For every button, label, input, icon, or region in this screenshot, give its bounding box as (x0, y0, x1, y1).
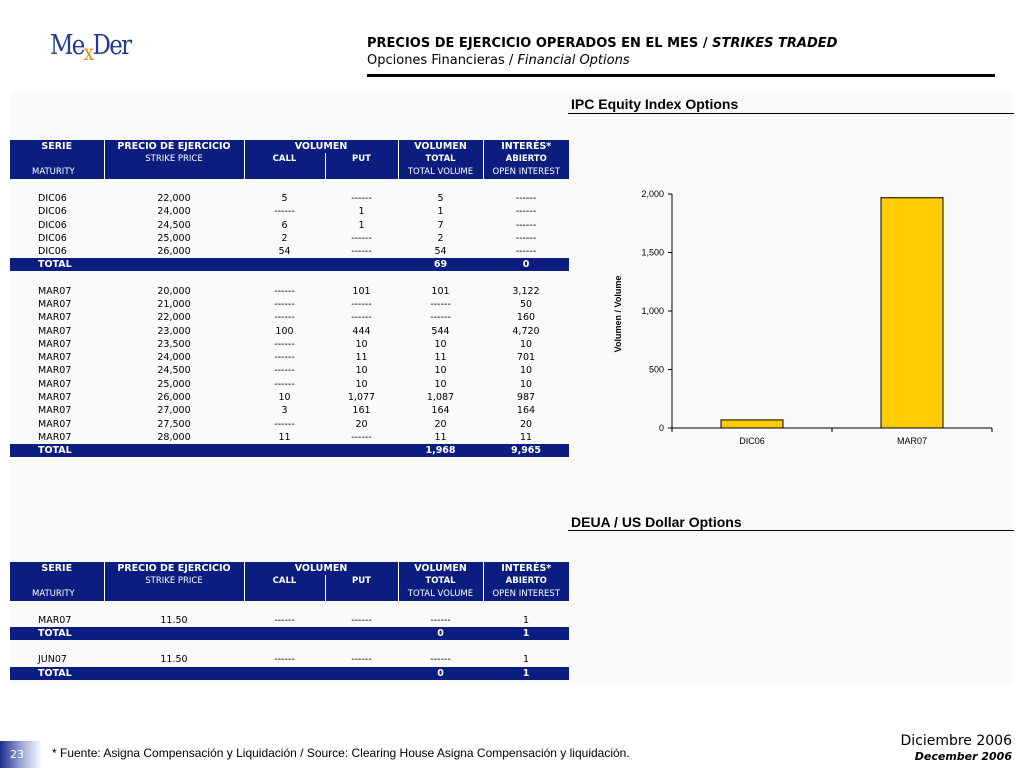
table-row (10, 364, 569, 377)
table-row (10, 311, 569, 324)
col-total-volume: TOTAL VOLUME (398, 166, 483, 179)
table-cell: ------ (430, 654, 451, 666)
chart-y-axis-label: Volumen / Volume (613, 275, 623, 353)
page-subtitle: Opciones Financieras / Financial Options (367, 53, 630, 68)
y-tick-label: 500 (648, 364, 664, 375)
table-cell: 10 (434, 378, 447, 390)
table-cell: ------ (515, 246, 537, 258)
table-cell: JUN07 (38, 654, 67, 666)
table-cell: DIC06 (38, 233, 67, 245)
col-call: CALL (244, 153, 325, 166)
table-row (10, 378, 569, 391)
table-cell: 11 (355, 352, 368, 364)
table-cell: 10 (434, 338, 447, 350)
table-cell: 25,000 (157, 378, 191, 390)
table-cell: ------ (274, 654, 295, 666)
col-interes: INTERÉS* (483, 140, 569, 153)
table-cell: 10 (519, 338, 533, 350)
table-cell: 6 (281, 219, 288, 231)
table-cell: 100 (275, 325, 294, 337)
table-cell: MAR07 (38, 431, 72, 443)
table-cell: ------ (515, 193, 537, 205)
table-cell: 11 (278, 431, 291, 443)
total-volume: 0 (398, 627, 483, 640)
table-cell: DIC06 (38, 219, 67, 231)
table-cell: 101 (431, 285, 450, 297)
table-cell: ------ (274, 378, 295, 390)
table-cell: 1 (358, 206, 365, 218)
table-cell: 1,087 (426, 392, 455, 403)
table-cell: ------ (430, 615, 451, 627)
col-abierto: ABIERTO (483, 153, 569, 166)
table-cell: 544 (431, 325, 450, 337)
table-cell: 54 (278, 246, 291, 258)
col-put: PUT (325, 153, 398, 166)
table-cell: 987 (516, 392, 536, 403)
y-tick-label: 1,000 (641, 306, 664, 316)
table-cell: 20 (355, 418, 368, 430)
table-cell: 23,000 (157, 325, 191, 337)
col-call: CALL (244, 575, 325, 588)
table-cell: 11 (519, 431, 533, 443)
table-cell: 22,000 (157, 312, 191, 324)
table-cell: 1 (522, 615, 530, 627)
col-precio: PRECIO DE EJERCICIO (104, 140, 244, 153)
table-cell: MAR07 (38, 392, 72, 403)
table-cell: 21,000 (157, 298, 191, 310)
col-open-interest: OPEN INTEREST (483, 166, 569, 179)
col-total-volume: TOTAL VOLUME (398, 588, 483, 601)
table-cell: ------ (351, 654, 372, 666)
table-cell: 11.50 (160, 654, 188, 666)
table-cell: ------ (515, 206, 537, 218)
table-cell: 11 (434, 431, 447, 443)
table-cell: 10 (519, 365, 533, 377)
source-note: * Fuente: Asigna Compensación y Liquidación / Source: Clearing House Asigna Compensación y liquidación. (52, 746, 630, 760)
table-cell: ------ (274, 418, 295, 430)
header-divider (367, 74, 995, 77)
table-cell: 1,077 (347, 392, 376, 403)
x-tick-label: MAR07 (896, 436, 928, 446)
total-label: TOTAL (10, 258, 104, 271)
deua-strikes-table (10, 562, 569, 680)
table-cell: 11.50 (160, 615, 188, 627)
table-cell: 444 (352, 325, 371, 337)
table-row (10, 614, 569, 627)
table-cell: MAR07 (38, 325, 72, 337)
table-cell: 164 (516, 405, 536, 417)
col-volumen-total: VOLUMEN (398, 140, 483, 153)
table-row (10, 192, 569, 205)
table-cell: MAR07 (38, 312, 72, 324)
table-row (10, 351, 569, 364)
table-cell: 3,122 (512, 285, 540, 297)
total-label: TOTAL (10, 627, 104, 640)
total-row (10, 627, 569, 640)
col-precio: PRECIO DE EJERCICIO (104, 562, 244, 575)
col-strike: STRIKE PRICE (104, 575, 244, 588)
table-cell: ------ (274, 365, 295, 377)
table-row (10, 431, 569, 444)
table-cell: 1 (437, 206, 444, 218)
table-cell: ------ (351, 431, 372, 443)
table-cell: 54 (434, 246, 447, 258)
total-volume: 1,968 (398, 444, 483, 457)
table-cell: ------ (351, 233, 372, 245)
table-row (10, 653, 569, 666)
ipc-section-divider (568, 113, 1014, 114)
table-cell: DIC06 (38, 246, 67, 258)
total-row (10, 258, 569, 271)
table-cell: 5 (437, 193, 444, 205)
total-volume: 0 (398, 667, 483, 680)
mexder-logo: $Me_xDer$ (50, 30, 131, 66)
table-cell: 26,000 (157, 246, 191, 258)
x-tick-label: DIC06 (739, 436, 765, 446)
table-cell: 164 (431, 405, 450, 417)
table-cell: MAR07 (38, 352, 72, 364)
table-cell: MAR07 (38, 378, 72, 390)
table-cell: 27,000 (157, 405, 191, 417)
col-serie: SERIE (10, 140, 104, 153)
table-row (10, 298, 569, 311)
table-row (10, 205, 569, 218)
table-cell: ------ (274, 312, 295, 324)
table-cell: ------ (351, 312, 372, 324)
table-cell: 50 (519, 298, 533, 310)
table-row (10, 391, 569, 404)
table-cell: ------ (274, 352, 295, 364)
table-cell: 3 (281, 405, 288, 417)
table-cell: 20,000 (157, 285, 191, 297)
col-strike: STRIKE PRICE (104, 153, 244, 166)
table-row (10, 245, 569, 258)
page-number: 23 (0, 741, 42, 768)
date-en: December 2006 (914, 750, 1012, 763)
table-cell: 24,000 (157, 352, 191, 364)
table-cell: 10 (519, 378, 533, 390)
table-cell: ------ (430, 312, 451, 324)
table-row (10, 417, 569, 430)
table-cell: 10 (434, 365, 447, 377)
table-cell: MAR07 (38, 298, 72, 310)
deua-section-title: DEUA / US Dollar Options (571, 514, 742, 530)
y-tick-label: 2,000 (641, 189, 664, 199)
col-total: TOTAL (398, 575, 483, 588)
bar-mar07 (881, 198, 943, 428)
bar-dic06 (721, 420, 783, 428)
total-open-interest: 9,965 (483, 444, 569, 457)
ipc-strikes-table (10, 140, 569, 457)
col-volumen: VOLUMEN (244, 562, 398, 575)
table-cell: 26,000 (157, 392, 191, 403)
col-abierto: ABIERTO (483, 575, 569, 588)
table-cell: ------ (274, 206, 295, 218)
col-serie: SERIE (10, 562, 104, 575)
col-put: PUT (325, 575, 398, 588)
table-cell: 24,500 (157, 365, 191, 377)
table-cell: ------ (274, 298, 295, 310)
table-cell: MAR07 (38, 338, 72, 350)
table-cell: 7 (437, 219, 444, 231)
col-volumen: VOLUMEN (244, 140, 398, 153)
y-tick-label: 0 (658, 423, 664, 433)
table-cell: 2 (437, 233, 444, 245)
table-row (10, 404, 569, 417)
deua-section-divider (568, 530, 1014, 531)
total-open-interest: 1 (483, 627, 569, 640)
table-cell: 5 (281, 193, 288, 205)
table-cell: 24,500 (157, 219, 191, 231)
table-cell: 701 (516, 352, 536, 364)
table-cell: 27,500 (157, 418, 191, 430)
table-row (10, 324, 569, 337)
table-cell: 23,500 (157, 338, 191, 350)
y-tick-label: 1,500 (641, 247, 664, 258)
col-maturity: MATURITY (10, 588, 104, 601)
table-cell: ------ (351, 193, 372, 205)
table-cell: 20 (434, 418, 447, 430)
table-cell: ------ (274, 615, 295, 627)
table-cell: MAR07 (38, 615, 72, 627)
col-maturity: MATURITY (10, 166, 104, 179)
col-interes: INTERÉS* (483, 562, 569, 575)
table-cell: 11 (434, 352, 447, 364)
table-cell: 28,000 (157, 431, 191, 443)
table-cell: 1 (358, 219, 365, 231)
ipc-volume-bar-chart (600, 180, 1000, 460)
table-cell: ------ (430, 298, 451, 310)
total-row (10, 444, 569, 457)
table-row (10, 338, 569, 351)
date-es: Diciembre 2006 (900, 733, 1012, 749)
table-cell: 101 (352, 285, 371, 297)
table-cell: 1 (522, 654, 530, 666)
table-cell: MAR07 (38, 405, 72, 417)
table-cell: ------ (274, 285, 295, 297)
table-row (10, 284, 569, 297)
table-cell: 20 (519, 418, 533, 430)
total-row (10, 667, 569, 680)
table-cell: 22,000 (157, 193, 191, 205)
table-cell: 10 (355, 378, 368, 390)
table-cell: MAR07 (38, 418, 72, 430)
total-open-interest: 1 (483, 667, 569, 680)
table-cell: 10 (355, 338, 368, 350)
ipc-section-title: IPC Equity Index Options (571, 96, 739, 112)
table-cell: ------ (351, 246, 372, 258)
col-volumen-total: VOLUMEN (398, 562, 483, 575)
table-row (10, 232, 569, 245)
total-open-interest: 0 (483, 258, 569, 271)
table-cell: ------ (274, 338, 295, 350)
table-cell: 2 (281, 233, 288, 245)
total-label: TOTAL (10, 667, 104, 680)
total-label: TOTAL (10, 444, 104, 457)
table-cell: 24,000 (157, 206, 191, 218)
table-cell: 160 (516, 312, 536, 324)
page-title: PRECIOS DE EJERCICIO OPERADOS EN EL MES / STRIKES TRADED (367, 36, 838, 51)
table-cell: 161 (352, 405, 371, 417)
table-cell: MAR07 (38, 285, 72, 297)
table-cell: ------ (515, 219, 537, 231)
table-cell: 25,000 (157, 233, 191, 245)
table-cell: 4,720 (512, 325, 540, 337)
col-total: TOTAL (398, 153, 483, 166)
total-volume: 69 (398, 258, 483, 271)
table-row (10, 219, 569, 232)
table-cell: ------ (515, 233, 537, 245)
col-open-interest: OPEN INTEREST (483, 588, 569, 601)
table-cell: DIC06 (38, 206, 67, 218)
table-cell: 10 (355, 365, 368, 377)
table-cell: ------ (351, 615, 372, 627)
table-cell: 10 (278, 392, 291, 403)
table-cell: MAR07 (38, 365, 72, 377)
table-cell: ------ (351, 298, 372, 310)
table-cell: DIC06 (38, 193, 67, 205)
